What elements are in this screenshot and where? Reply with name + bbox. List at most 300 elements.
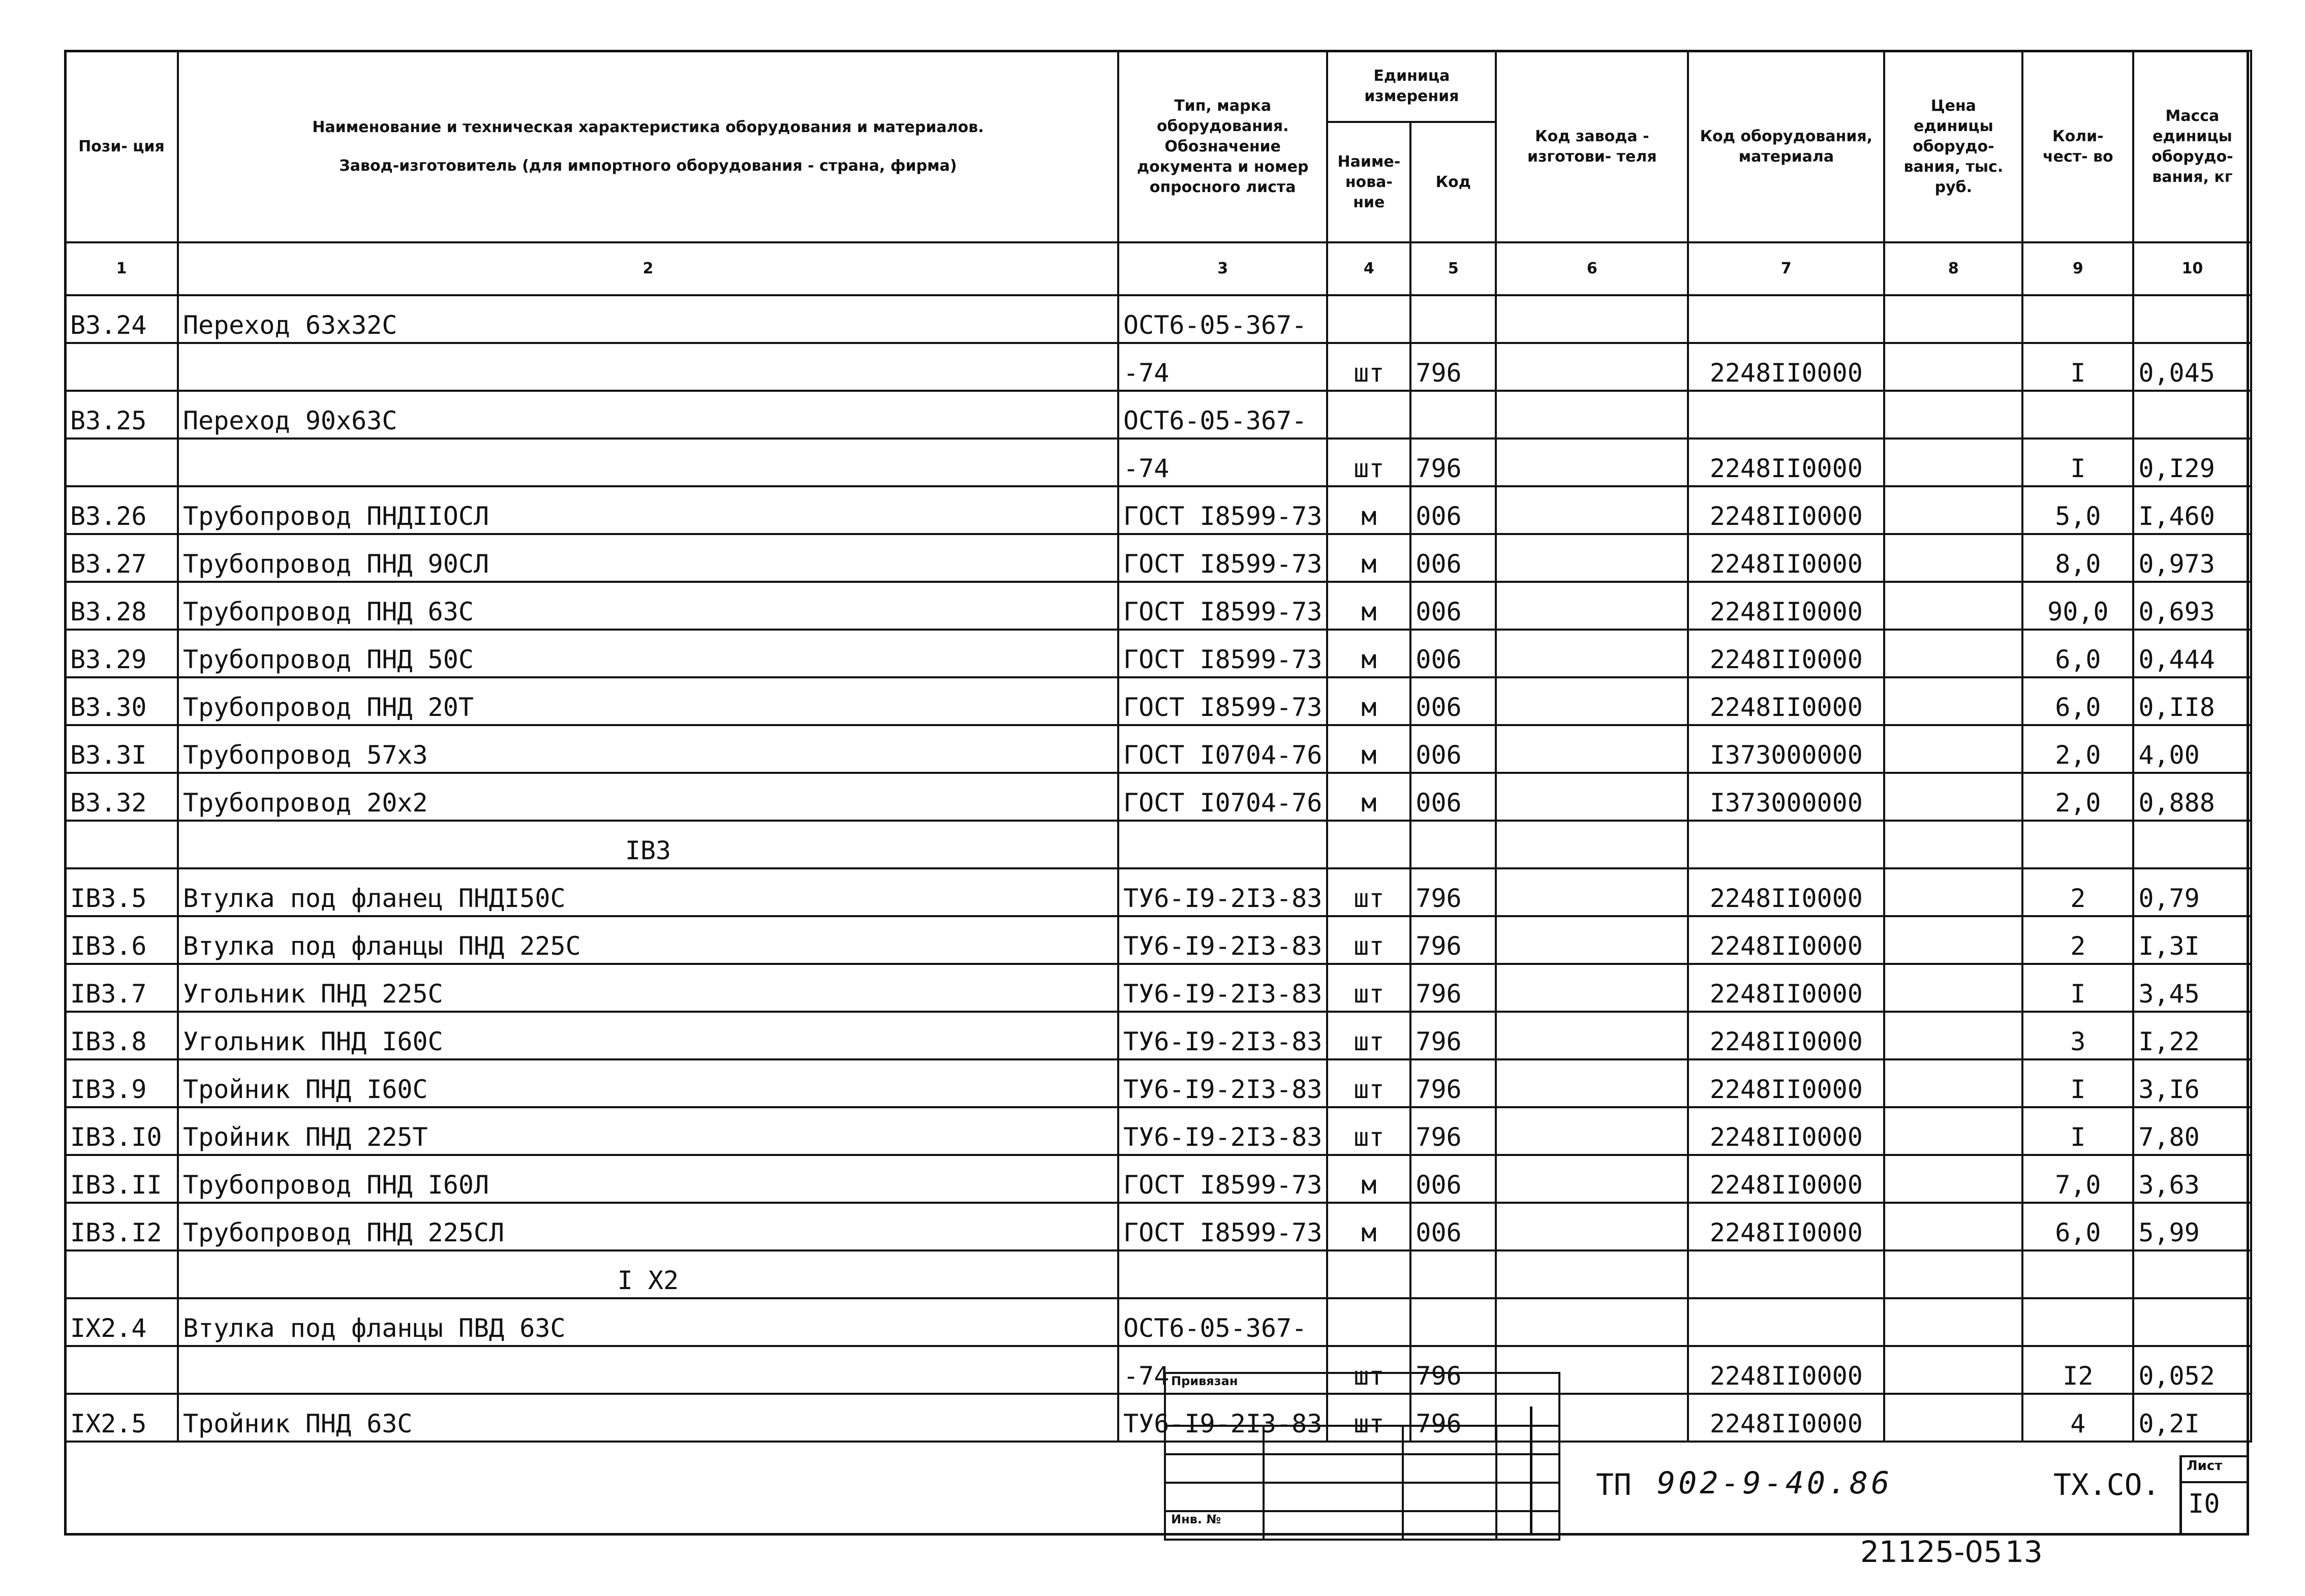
row-position: В3.30 bbox=[65, 677, 178, 725]
row-quantity: 8,0 bbox=[2022, 534, 2133, 582]
row-mass: 0,79 bbox=[2133, 868, 2251, 916]
header-item-code: Код оборудования, материала bbox=[1688, 51, 1884, 242]
column-number: 2 bbox=[178, 242, 1118, 295]
column-number: 6 bbox=[1496, 242, 1688, 295]
row-position bbox=[65, 1346, 178, 1394]
row-price bbox=[1884, 439, 2022, 486]
header-position: Пози- ция bbox=[65, 51, 178, 242]
table-row bbox=[65, 1298, 2251, 1346]
row-doc: ТУ6-I9-2I3-83 bbox=[1118, 1394, 1327, 1442]
row-unit-code: 006 bbox=[1410, 677, 1496, 725]
empty-cell bbox=[1496, 1250, 1688, 1298]
row-doc: ОСТ6-05-367- bbox=[1118, 391, 1327, 439]
row-unit: шт bbox=[1327, 964, 1410, 1012]
table-row bbox=[65, 582, 2251, 630]
row-unit: шт bbox=[1327, 1012, 1410, 1059]
stamp-cell bbox=[1496, 1426, 1559, 1454]
row-name: Трубопровод 20х2 bbox=[178, 773, 1118, 821]
stamp-cell bbox=[1264, 1483, 1403, 1511]
row-item-code: I373000000 bbox=[1688, 725, 1884, 773]
row-quantity: I bbox=[2022, 343, 2133, 391]
table-row bbox=[65, 1155, 2251, 1203]
row-item-code: 2248II0000 bbox=[1688, 1059, 1884, 1107]
section-row bbox=[65, 821, 2251, 868]
row-position: В3.29 bbox=[65, 630, 178, 677]
row-doc: ГОСТ I0704-76 bbox=[1118, 773, 1327, 821]
table-row bbox=[65, 964, 2251, 1012]
row-name: Тройник ПНД I60С bbox=[178, 1059, 1118, 1107]
row-quantity: 2 bbox=[2022, 916, 2133, 964]
column-number: 8 bbox=[1884, 242, 2022, 295]
section-title: IВ3 bbox=[178, 821, 1118, 868]
row-name: Угольник ПНД 225С bbox=[178, 964, 1118, 1012]
row-unit: м bbox=[1327, 773, 1410, 821]
row-mass: 3,63 bbox=[2133, 1155, 2251, 1203]
row-quantity: 2,0 bbox=[2022, 725, 2133, 773]
row-item-code: 2248II0000 bbox=[1688, 868, 1884, 916]
stamp-cell bbox=[1264, 1426, 1403, 1454]
sheet-box-divider bbox=[2179, 1455, 2182, 1536]
row-quantity: 3 bbox=[2022, 1012, 2133, 1059]
table-row bbox=[65, 486, 2251, 534]
row-name bbox=[178, 439, 1118, 486]
row-doc: ГОСТ I0704-76 bbox=[1118, 725, 1327, 773]
empty-cell bbox=[1410, 821, 1496, 868]
row-quantity: I bbox=[2022, 964, 2133, 1012]
row-unit-code: 796 bbox=[1410, 868, 1496, 916]
stamp-cell bbox=[1403, 1426, 1496, 1454]
row-name: Трубопровод ПНД 63С bbox=[178, 582, 1118, 630]
row-name: Трубопровод ПНД I60Л bbox=[178, 1155, 1118, 1203]
row-unit-code: 796 bbox=[1410, 1394, 1496, 1442]
table-row bbox=[65, 1394, 2251, 1442]
table-row bbox=[65, 630, 2251, 677]
row-item-code: 2248II0000 bbox=[1688, 916, 1884, 964]
row-name: Трубопровод ПНД 50С bbox=[178, 630, 1118, 677]
row-quantity bbox=[2022, 391, 2133, 439]
row-name: Втулка под фланец ПНДI50С bbox=[178, 868, 1118, 916]
row-doc: ГОСТ I8599-73 bbox=[1118, 1203, 1327, 1250]
row-position: IВ3.I0 bbox=[65, 1107, 178, 1155]
sheet-box-divider bbox=[2179, 1481, 2249, 1483]
row-unit: м bbox=[1327, 582, 1410, 630]
section-spacer bbox=[65, 1250, 178, 1298]
row-price bbox=[1884, 534, 2022, 582]
row-unit: м bbox=[1327, 630, 1410, 677]
empty-cell bbox=[1327, 1250, 1410, 1298]
row-item-code: 2248II0000 bbox=[1688, 343, 1884, 391]
row-doc: ГОСТ I8599-73 bbox=[1118, 677, 1327, 725]
row-quantity: I bbox=[2022, 1059, 2133, 1107]
table-row bbox=[65, 725, 2251, 773]
row-mass: 0,888 bbox=[2133, 773, 2251, 821]
row-unit bbox=[1327, 1298, 1410, 1346]
empty-cell bbox=[2133, 821, 2251, 868]
header-quantity: Коли- чест- во bbox=[2022, 51, 2133, 242]
row-mass: 0,693 bbox=[2133, 582, 2251, 630]
row-unit: шт bbox=[1327, 868, 1410, 916]
row-mass: 0,2I bbox=[2133, 1394, 2251, 1442]
row-price bbox=[1884, 486, 2022, 534]
row-item-code: 2248II0000 bbox=[1688, 1394, 1884, 1442]
stamp-cell bbox=[1165, 1426, 1264, 1454]
stamp-inv-label: Инв. № bbox=[1165, 1511, 1264, 1540]
row-item-code: 2248II0000 bbox=[1688, 582, 1884, 630]
row-mass: I,460 bbox=[2133, 486, 2251, 534]
table-row bbox=[65, 391, 2251, 439]
row-unit-code: 796 bbox=[1410, 1346, 1496, 1394]
table-row bbox=[65, 916, 2251, 964]
row-unit-code: 796 bbox=[1410, 343, 1496, 391]
row-mass: 3,I6 bbox=[2133, 1059, 2251, 1107]
row-item-code: 2248II0000 bbox=[1688, 630, 1884, 677]
sheet-label: Лист bbox=[2187, 1458, 2223, 1474]
row-item-code bbox=[1688, 295, 1884, 343]
row-doc: ОСТ6-05-367- bbox=[1118, 295, 1327, 343]
row-mass: 0,045 bbox=[2133, 343, 2251, 391]
row-name: Тройник ПНД 63С bbox=[178, 1394, 1118, 1442]
row-position: IВ3.9 bbox=[65, 1059, 178, 1107]
row-name bbox=[178, 1346, 1118, 1394]
table-row bbox=[65, 1346, 2251, 1394]
row-doc: -74 bbox=[1118, 439, 1327, 486]
row-position: IВ3.6 bbox=[65, 916, 178, 964]
stamp-cell bbox=[1165, 1483, 1264, 1511]
row-unit-code bbox=[1410, 391, 1496, 439]
column-number: 5 bbox=[1410, 242, 1496, 295]
row-quantity: 90,0 bbox=[2022, 582, 2133, 630]
row-unit-code: 796 bbox=[1410, 439, 1496, 486]
header-type-doc: Тип, марка оборудования. Обозначение документа и номер опросного листа bbox=[1118, 51, 1327, 242]
row-name: Втулка под фланцы ПНД 225С bbox=[178, 916, 1118, 964]
row-price bbox=[1884, 677, 2022, 725]
row-doc: ГОСТ I8599-73 bbox=[1118, 630, 1327, 677]
header-name bbox=[178, 51, 1118, 242]
row-unit-code: 006 bbox=[1410, 1203, 1496, 1250]
row-factory-code bbox=[1496, 773, 1688, 821]
row-position: IВ3.7 bbox=[65, 964, 178, 1012]
row-name: Трубопровод ПНДIIОСЛ bbox=[178, 486, 1118, 534]
row-name bbox=[178, 343, 1118, 391]
header-unit-group: Единица измерения bbox=[1327, 51, 1496, 122]
sheet-number: I0 bbox=[2188, 1489, 2220, 1519]
row-position: IВ3.II bbox=[65, 1155, 178, 1203]
binding-stamp bbox=[1164, 1372, 1560, 1541]
row-factory-code bbox=[1496, 439, 1688, 486]
column-number: 4 bbox=[1327, 242, 1410, 295]
empty-cell bbox=[1688, 821, 1884, 868]
row-factory-code bbox=[1496, 1203, 1688, 1250]
row-doc: ГОСТ I8599-73 bbox=[1118, 582, 1327, 630]
row-mass: I,3I bbox=[2133, 916, 2251, 964]
table-row bbox=[65, 534, 2251, 582]
specification-table bbox=[64, 50, 2252, 1443]
row-quantity: 6,0 bbox=[2022, 677, 2133, 725]
row-quantity bbox=[2022, 295, 2133, 343]
row-doc: ТУ6-I9-2I3-83 bbox=[1118, 1059, 1327, 1107]
row-price bbox=[1884, 868, 2022, 916]
row-factory-code bbox=[1496, 295, 1688, 343]
row-unit-code: 006 bbox=[1410, 773, 1496, 821]
row-unit-code: 796 bbox=[1410, 1012, 1496, 1059]
column-number: 1 bbox=[65, 242, 178, 295]
row-quantity: 6,0 bbox=[2022, 1203, 2133, 1250]
row-item-code: 2248II0000 bbox=[1688, 486, 1884, 534]
row-unit: м bbox=[1327, 1155, 1410, 1203]
row-item-code: 2248II0000 bbox=[1688, 534, 1884, 582]
column-number: 9 bbox=[2022, 242, 2133, 295]
row-position: В3.26 bbox=[65, 486, 178, 534]
row-name: Втулка под фланцы ПВД 63С bbox=[178, 1298, 1118, 1346]
table-row bbox=[65, 677, 2251, 725]
row-item-code: 2248II0000 bbox=[1688, 1155, 1884, 1203]
row-position bbox=[65, 439, 178, 486]
row-doc: ТУ6-I9-2I3-83 bbox=[1118, 1107, 1327, 1155]
empty-cell bbox=[1884, 1250, 2022, 1298]
row-position: В3.24 bbox=[65, 295, 178, 343]
row-name: Переход 63х32С bbox=[178, 295, 1118, 343]
row-mass: 0,052 bbox=[2133, 1346, 2251, 1394]
row-factory-code bbox=[1496, 1298, 1688, 1346]
row-item-code: 2248II0000 bbox=[1688, 964, 1884, 1012]
row-name: Угольник ПНД I60С bbox=[178, 1012, 1118, 1059]
row-unit-code: 006 bbox=[1410, 1155, 1496, 1203]
row-factory-code bbox=[1496, 1155, 1688, 1203]
row-doc: ТУ6-I9-2I3-83 bbox=[1118, 868, 1327, 916]
row-unit-code: 006 bbox=[1410, 486, 1496, 534]
document-code: ТХ.СО. bbox=[2053, 1467, 2160, 1502]
stamp-cell bbox=[1496, 1454, 1559, 1483]
row-factory-code bbox=[1496, 1059, 1688, 1107]
empty-cell bbox=[1118, 821, 1327, 868]
row-unit: м bbox=[1327, 725, 1410, 773]
row-name: Трубопровод ПНД 90СЛ bbox=[178, 534, 1118, 582]
row-factory-code bbox=[1496, 916, 1688, 964]
row-unit: м bbox=[1327, 1203, 1410, 1250]
row-mass: I,22 bbox=[2133, 1012, 2251, 1059]
specification-body bbox=[65, 295, 2251, 1442]
row-name: Трубопровод ПНД 20Т bbox=[178, 677, 1118, 725]
row-factory-code bbox=[1496, 582, 1688, 630]
row-position bbox=[65, 343, 178, 391]
row-price bbox=[1884, 1107, 2022, 1155]
row-position: В3.27 bbox=[65, 534, 178, 582]
row-doc: ТУ6-I9-2I3-83 bbox=[1118, 964, 1327, 1012]
row-position: В3.32 bbox=[65, 773, 178, 821]
row-position: IВ3.5 bbox=[65, 868, 178, 916]
row-item-code bbox=[1688, 391, 1884, 439]
row-unit: шт bbox=[1327, 439, 1410, 486]
row-factory-code bbox=[1496, 964, 1688, 1012]
stamp-cell bbox=[1264, 1511, 1403, 1540]
row-position: IВ3.8 bbox=[65, 1012, 178, 1059]
row-doc: ГОСТ I8599-73 bbox=[1118, 486, 1327, 534]
stamp-cell bbox=[1403, 1454, 1496, 1483]
column-number: 3 bbox=[1118, 242, 1327, 295]
row-price bbox=[1884, 964, 2022, 1012]
row-unit: шт bbox=[1327, 1346, 1410, 1394]
row-quantity: I2 bbox=[2022, 1346, 2133, 1394]
header-price: Цена единицы оборудо- вания, тыс. руб. bbox=[1884, 51, 2022, 242]
row-doc: ГОСТ I8599-73 bbox=[1118, 534, 1327, 582]
row-name: Тройник ПНД 225Т bbox=[178, 1107, 1118, 1155]
empty-cell bbox=[1496, 821, 1688, 868]
header-unit-code: Код bbox=[1410, 122, 1496, 242]
stamp-linked-label: Привязан bbox=[1165, 1373, 1559, 1426]
row-price bbox=[1884, 582, 2022, 630]
title-block-divider bbox=[1530, 1406, 1532, 1536]
row-quantity: 2,0 bbox=[2022, 773, 2133, 821]
empty-cell bbox=[2022, 1250, 2133, 1298]
row-unit-code: 006 bbox=[1410, 725, 1496, 773]
row-item-code: I373000000 bbox=[1688, 773, 1884, 821]
sheet-box-divider bbox=[2179, 1455, 2249, 1457]
empty-cell bbox=[1410, 1250, 1496, 1298]
row-position: В3.3I bbox=[65, 725, 178, 773]
row-item-code: 2248II0000 bbox=[1688, 1012, 1884, 1059]
row-item-code: 2248II0000 bbox=[1688, 439, 1884, 486]
column-number: 10 bbox=[2133, 242, 2251, 295]
row-factory-code bbox=[1496, 1107, 1688, 1155]
row-unit-code: 796 bbox=[1410, 1107, 1496, 1155]
row-quantity: 2 bbox=[2022, 868, 2133, 916]
row-name: Трубопровод ПНД 225СЛ bbox=[178, 1203, 1118, 1250]
row-price bbox=[1884, 725, 2022, 773]
empty-cell bbox=[1884, 821, 2022, 868]
row-mass: 5,99 bbox=[2133, 1203, 2251, 1250]
stamp-cell bbox=[1165, 1454, 1264, 1483]
row-doc: ТУ6-I9-2I3-83 bbox=[1118, 916, 1327, 964]
row-position: В3.28 bbox=[65, 582, 178, 630]
row-factory-code bbox=[1496, 534, 1688, 582]
row-mass: 0,444 bbox=[2133, 630, 2251, 677]
row-position: IВ3.I2 bbox=[65, 1203, 178, 1250]
row-unit-code: 006 bbox=[1410, 630, 1496, 677]
row-factory-code bbox=[1496, 391, 1688, 439]
row-quantity: 6,0 bbox=[2022, 630, 2133, 677]
row-factory-code bbox=[1496, 677, 1688, 725]
row-quantity: I bbox=[2022, 1107, 2133, 1155]
row-factory-code bbox=[1496, 343, 1688, 391]
row-factory-code bbox=[1496, 630, 1688, 677]
stamp-cell bbox=[1496, 1483, 1559, 1511]
row-unit-code: 006 bbox=[1410, 534, 1496, 582]
row-unit bbox=[1327, 391, 1410, 439]
stamp-cell bbox=[1496, 1511, 1559, 1540]
row-position: В3.25 bbox=[65, 391, 178, 439]
empty-cell bbox=[1327, 821, 1410, 868]
table-row bbox=[65, 1203, 2251, 1250]
row-price bbox=[1884, 1298, 2022, 1346]
stamp-cell bbox=[1264, 1454, 1403, 1483]
row-doc: ОСТ6-05-367- bbox=[1118, 1298, 1327, 1346]
row-doc: ТУ6-I9-2I3-83 bbox=[1118, 1012, 1327, 1059]
header-factory-code: Код завода - изготови- теля bbox=[1496, 51, 1688, 242]
row-item-code bbox=[1688, 1298, 1884, 1346]
table-row bbox=[65, 868, 2251, 916]
row-position: IХ2.4 bbox=[65, 1298, 178, 1346]
row-item-code: 2248II0000 bbox=[1688, 1346, 1884, 1394]
row-unit: шт bbox=[1327, 916, 1410, 964]
row-mass bbox=[2133, 1298, 2251, 1346]
project-number: 902-9-40.86 bbox=[1657, 1465, 1893, 1501]
row-item-code: 2248II0000 bbox=[1688, 1203, 1884, 1250]
empty-cell bbox=[1688, 1250, 1884, 1298]
row-price bbox=[1884, 916, 2022, 964]
row-factory-code bbox=[1496, 868, 1688, 916]
row-unit-code bbox=[1410, 295, 1496, 343]
section-row bbox=[65, 1250, 2251, 1298]
archive-number: 21125-05 bbox=[1860, 1535, 2003, 1569]
row-quantity: 4 bbox=[2022, 1394, 2133, 1442]
row-unit-code: 796 bbox=[1410, 1059, 1496, 1107]
row-price bbox=[1884, 773, 2022, 821]
row-name: Переход 90х63С bbox=[178, 391, 1118, 439]
row-item-code: 2248II0000 bbox=[1688, 677, 1884, 725]
row-unit: шт bbox=[1327, 1107, 1410, 1155]
column-number: 7 bbox=[1688, 242, 1884, 295]
row-unit-code: 796 bbox=[1410, 916, 1496, 964]
table-row bbox=[65, 343, 2251, 391]
row-unit: шт bbox=[1327, 1394, 1410, 1442]
row-price bbox=[1884, 1394, 2022, 1442]
row-price bbox=[1884, 1346, 2022, 1394]
empty-cell bbox=[2133, 1250, 2251, 1298]
row-position: IХ2.5 bbox=[65, 1394, 178, 1442]
row-mass: 7,80 bbox=[2133, 1107, 2251, 1155]
table-row bbox=[65, 1012, 2251, 1059]
row-name: Трубопровод 57х3 bbox=[178, 725, 1118, 773]
table-row bbox=[65, 295, 2251, 343]
row-unit bbox=[1327, 295, 1410, 343]
row-price bbox=[1884, 1059, 2022, 1107]
row-price bbox=[1884, 343, 2022, 391]
row-factory-code bbox=[1496, 1012, 1688, 1059]
empty-cell bbox=[2022, 821, 2133, 868]
table-row bbox=[65, 1059, 2251, 1107]
row-quantity: I bbox=[2022, 439, 2133, 486]
row-unit-code bbox=[1410, 1298, 1496, 1346]
header-name-line2: Завод-изготовитель (для импортного оборудования - страна, фирма) bbox=[339, 157, 957, 175]
row-price bbox=[1884, 391, 2022, 439]
page-number: 13 bbox=[2005, 1535, 2043, 1569]
row-doc: -74 bbox=[1118, 343, 1327, 391]
table-row bbox=[65, 439, 2251, 486]
row-mass bbox=[2133, 391, 2251, 439]
row-unit: м bbox=[1327, 486, 1410, 534]
row-factory-code bbox=[1496, 725, 1688, 773]
row-quantity: 5,0 bbox=[2022, 486, 2133, 534]
row-mass: 4,00 bbox=[2133, 725, 2251, 773]
section-spacer bbox=[65, 821, 178, 868]
row-price bbox=[1884, 1012, 2022, 1059]
row-unit: м bbox=[1327, 677, 1410, 725]
header-unit-name: Наиме- нова- ние bbox=[1327, 122, 1410, 242]
empty-cell bbox=[1118, 1250, 1327, 1298]
row-unit-code: 796 bbox=[1410, 964, 1496, 1012]
header-name-line1: Наименование и техническая характеристика оборудования и материалов. bbox=[312, 118, 984, 136]
row-quantity: 7,0 bbox=[2022, 1155, 2133, 1203]
row-quantity bbox=[2022, 1298, 2133, 1346]
row-unit: м bbox=[1327, 534, 1410, 582]
row-unit: шт bbox=[1327, 1059, 1410, 1107]
row-price bbox=[1884, 1203, 2022, 1250]
row-price bbox=[1884, 630, 2022, 677]
row-price bbox=[1884, 1155, 2022, 1203]
table-row bbox=[65, 773, 2251, 821]
row-mass: 3,45 bbox=[2133, 964, 2251, 1012]
row-factory-code bbox=[1496, 486, 1688, 534]
